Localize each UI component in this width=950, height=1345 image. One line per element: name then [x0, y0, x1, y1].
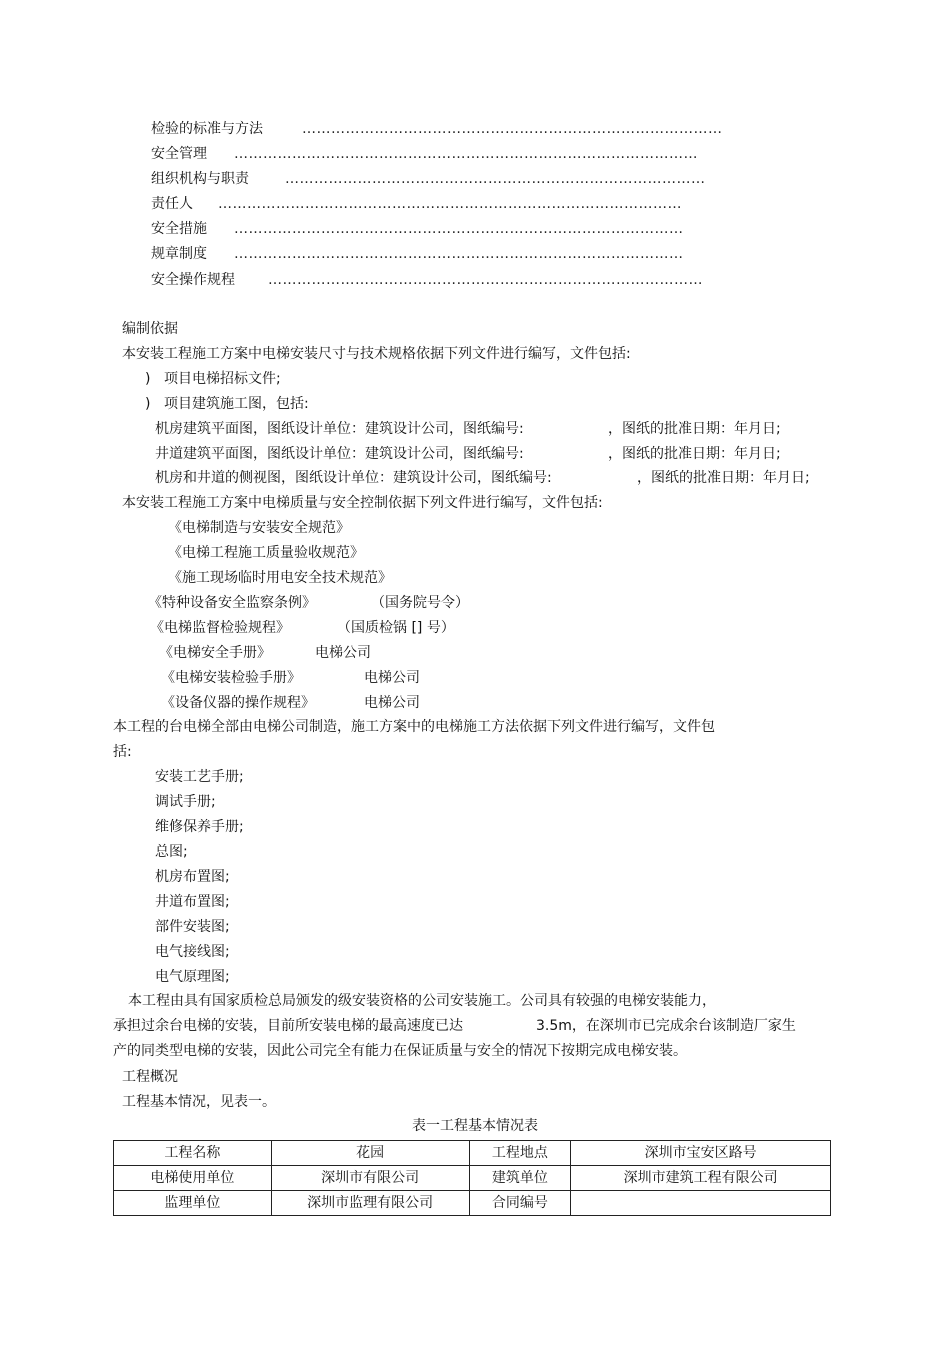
toc-item[interactable]	[151, 220, 751, 238]
regulation-name: 《电梯安全手册》	[159, 645, 271, 661]
regulation-name: 《设备仪器的操作规程》	[161, 695, 315, 711]
toc-label: 责任人	[151, 196, 193, 212]
table-cell: 深圳市监理有限公司	[271, 1191, 469, 1216]
toc-leader: ……………………………………………………………………………………	[234, 146, 698, 162]
manual-item: 总图;	[155, 844, 188, 860]
table-cell: 合同编号	[469, 1191, 571, 1216]
manual-item: 调试手册;	[155, 794, 216, 810]
toc-label: 安全管理	[151, 146, 207, 162]
project-info-table	[113, 1140, 831, 1216]
table-cell: 工程地点	[469, 1141, 571, 1166]
table-cell: 深圳市建筑工程有限公司	[571, 1166, 831, 1191]
toc-leader: ……………………………………………………………………………	[285, 171, 706, 187]
toc-label: 检验的标准与方法	[151, 121, 263, 137]
drawing-approval: ，图纸的批准日期：年月日;	[637, 470, 810, 486]
toc-leader: ……………………………………………………………………………………	[218, 196, 682, 212]
regulation-note: （国务院号令）	[371, 595, 469, 611]
regulation-note: 电梯公司	[315, 645, 371, 661]
toc-leader: ………………………………………………………………………………	[268, 272, 703, 288]
company-paragraph-end: 产的同类型电梯的安装，因此公司完全有能力在保证质量与安全的情况下按期完成电梯安装。	[113, 1043, 687, 1059]
list-marker: )	[145, 371, 151, 387]
table-cell: 深圳市有限公司	[271, 1166, 469, 1191]
toc-leader: …………………………………………………………………………………	[234, 221, 684, 237]
toc-leader: ……………………………………………………………………………	[302, 121, 723, 137]
toc-item[interactable]	[151, 245, 751, 263]
table-cell: 花园	[271, 1141, 469, 1166]
table-cell	[571, 1191, 831, 1216]
table-cell: 建筑单位	[469, 1166, 571, 1191]
table-cell: 深圳市宝安区路号	[571, 1141, 831, 1166]
manual-item: 井道布置图;	[155, 894, 230, 910]
manual-item: 安装工艺手册;	[155, 769, 244, 785]
regulation-name: 《电梯制造与安装安全规范》	[168, 520, 350, 536]
table-row	[114, 1166, 831, 1191]
drawing-approval: ，图纸的批准日期：年月日;	[608, 446, 781, 462]
table-cell: 监理单位	[114, 1191, 272, 1216]
basis-intro-methods-cont: 括:	[113, 744, 132, 760]
basis-item-tender: 项目电梯招标文件;	[164, 371, 281, 387]
overview-intro: 工程基本情况，见表一。	[122, 1094, 276, 1110]
manual-item: 电气接线图;	[155, 944, 230, 960]
drawing-line: 机房建筑平面图，图纸设计单位：建筑设计公司，图纸编号:	[155, 421, 524, 437]
company-paragraph-cont: 承担过余台电梯的安装，目前所安装电梯的最高速度已达	[113, 1018, 463, 1034]
regulation-note: 电梯公司	[364, 670, 420, 686]
basis-intro-dimensions: 本安装工程施工方案中电梯安装尺寸与技术规格依据下列文件进行编写，文件包括:	[122, 346, 631, 362]
company-paragraph-speed: 3.5m，在深圳市已完成余台该制造厂家生	[536, 1018, 796, 1034]
manual-item: 电气原理图;	[155, 969, 230, 985]
toc-label: 组织机构与职责	[151, 171, 249, 187]
table-row	[114, 1191, 831, 1216]
drawing-line: 井道建筑平面图，图纸设计单位：建筑设计公司，图纸编号:	[155, 446, 524, 462]
manual-item: 维修保养手册;	[155, 819, 244, 835]
drawing-approval: ，图纸的批准日期：年月日;	[608, 421, 781, 437]
table-caption: 表一工程基本情况表	[412, 1118, 538, 1134]
drawing-line: 机房和井道的侧视图，图纸设计单位：建筑设计公司，图纸编号:	[155, 470, 552, 486]
basis-intro-methods: 本工程的台电梯全部由电梯公司制造，施工方案中的电梯施工方法依据下列文件进行编写，文件包	[113, 719, 715, 735]
manual-item: 部件安装图;	[155, 919, 230, 935]
table-row	[114, 1141, 831, 1166]
regulation-note: 电梯公司	[364, 695, 420, 711]
toc-item[interactable]	[151, 195, 751, 213]
basis-item-drawings: 项目建筑施工图，包括:	[164, 396, 309, 412]
section-heading-basis: 编制依据	[122, 321, 178, 337]
toc-item[interactable]	[151, 271, 751, 289]
toc-item[interactable]	[151, 145, 751, 163]
regulation-name: 《电梯工程施工质量验收规范》	[168, 545, 364, 561]
manual-item: 机房布置图;	[155, 869, 230, 885]
regulation-name: 《电梯安装检验手册》	[161, 670, 301, 686]
regulation-name: 《电梯监督检验规程》	[150, 620, 290, 636]
regulation-name: 《特种设备安全监察条例》	[148, 595, 316, 611]
table-cell: 电梯使用单位	[114, 1166, 272, 1191]
section-heading-overview: 工程概况	[122, 1069, 178, 1085]
toc-label: 安全措施	[151, 221, 207, 237]
basis-intro-quality: 本安装工程施工方案中电梯质量与安全控制依据下列文件进行编写，文件包括:	[122, 495, 603, 511]
regulation-name: 《施工现场临时用电安全技术规范》	[168, 570, 392, 586]
table-cell: 工程名称	[114, 1141, 272, 1166]
toc-label: 安全操作规程	[151, 272, 235, 288]
company-paragraph: 本工程由具有国家质检总局颁发的级安装资格的公司安装施工。公司具有较强的电梯安装能力，	[128, 993, 716, 1009]
toc-item[interactable]	[151, 170, 751, 188]
toc-item[interactable]	[151, 120, 751, 138]
toc-leader: …………………………………………………………………………………	[234, 246, 684, 262]
regulation-note: （国质检锅 [] 号）	[337, 620, 455, 636]
list-marker: )	[145, 396, 151, 412]
toc-label: 规章制度	[151, 246, 207, 262]
